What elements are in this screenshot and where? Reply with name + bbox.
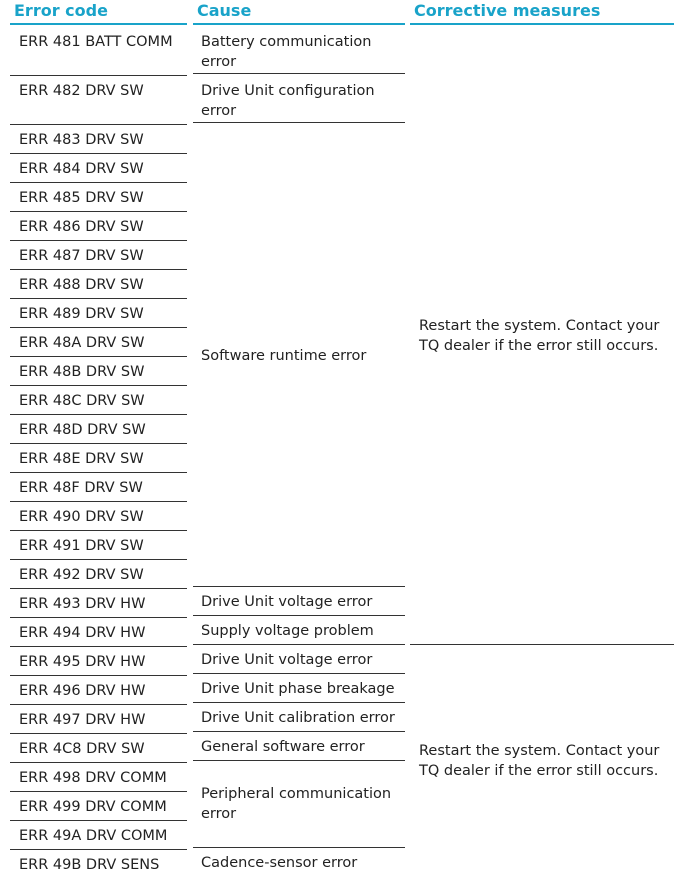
error-code-cell: ERR 499 DRV COMM	[10, 792, 187, 821]
cause-cell: Battery communication error	[193, 27, 405, 74]
cause-cell: Drive Unit voltage error	[193, 587, 405, 616]
cause-cell	[193, 125, 405, 587]
corrective-text: Restart the system. Contact your TQ dealer if the error still occurs.	[419, 743, 660, 779]
error-code-cell: ERR 496 DRV HW	[10, 676, 187, 705]
error-code-cell: ERR 48C DRV SW	[10, 386, 187, 415]
error-code-cell: ERR 48B DRV SW	[10, 357, 187, 386]
cause-cell: Cadence-sensor error	[201, 855, 358, 871]
cause-cell: General software error	[193, 732, 405, 761]
error-code-cell: ERR 49A DRV COMM	[10, 821, 187, 850]
error-code-cell: ERR 492 DRV SW	[10, 560, 187, 589]
error-code-cell: ERR 48A DRV SW	[10, 328, 187, 357]
error-code-cell: ERR 489 DRV SW	[10, 299, 187, 328]
cause-cell: Drive Unit phase breakage	[193, 674, 405, 703]
header-corrective-measures	[410, 0, 674, 25]
error-code-cell: ERR 497 DRV HW	[10, 705, 187, 734]
error-code-cell: ERR 495 DRV HW	[10, 647, 187, 676]
error-code-cell: ERR 484 DRV SW	[10, 154, 187, 183]
error-code-cell: ERR 487 DRV SW	[10, 241, 187, 270]
cause-text: Software runtime error	[201, 347, 367, 364]
error-code-cell: ERR 494 DRV HW	[10, 618, 187, 647]
error-code-cell: ERR 491 DRV SW	[10, 531, 187, 560]
error-code-cell: ERR 485 DRV SW	[10, 183, 187, 212]
error-code-cell: ERR 48E DRV SW	[10, 444, 187, 473]
cause-text: Peripheral communication error	[201, 786, 392, 822]
cause-cell	[193, 761, 405, 848]
corrective-cell	[410, 27, 674, 645]
header-error-code	[10, 0, 187, 25]
error-code-cell: ERR 490 DRV SW	[10, 502, 187, 531]
cause-cell: Drive Unit configuration error	[193, 76, 405, 123]
error-code-cell: ERR 488 DRV SW	[10, 270, 187, 299]
error-code-cell: ERR 481 BATT COMM	[10, 27, 187, 76]
error-code-cell: ERR 483 DRV SW	[10, 125, 187, 154]
error-code-cell: ERR 498 DRV COMM	[10, 763, 187, 792]
cause-cell: Drive Unit voltage error	[193, 645, 405, 674]
cause-cell: Supply voltage problem	[193, 616, 405, 645]
error-code-cell: ERR 48D DRV SW	[10, 415, 187, 444]
corrective-text: Restart the system. Contact your TQ dealer if the error still occurs.	[419, 317, 660, 354]
error-code-cell: ERR 48F DRV SW	[10, 473, 187, 502]
header-cause-label: Cause	[197, 1, 252, 20]
error-code-cell: ERR 486 DRV SW	[10, 212, 187, 241]
error-code-cell: ERR 493 DRV HW	[10, 589, 187, 618]
header-error-code-label: Error code	[14, 1, 108, 20]
error-code-cell: ERR 482 DRV SW	[10, 76, 187, 125]
error-code-cell: ERR 49B DRV SENS	[19, 857, 160, 873]
error-code-cell: ERR 4C8 DRV SW	[10, 734, 187, 763]
header-cause	[193, 0, 405, 25]
cause-cell: Drive Unit calibration error	[193, 703, 405, 732]
corrective-cell	[410, 645, 674, 877]
header-corrective-label: Corrective measures	[414, 1, 601, 20]
